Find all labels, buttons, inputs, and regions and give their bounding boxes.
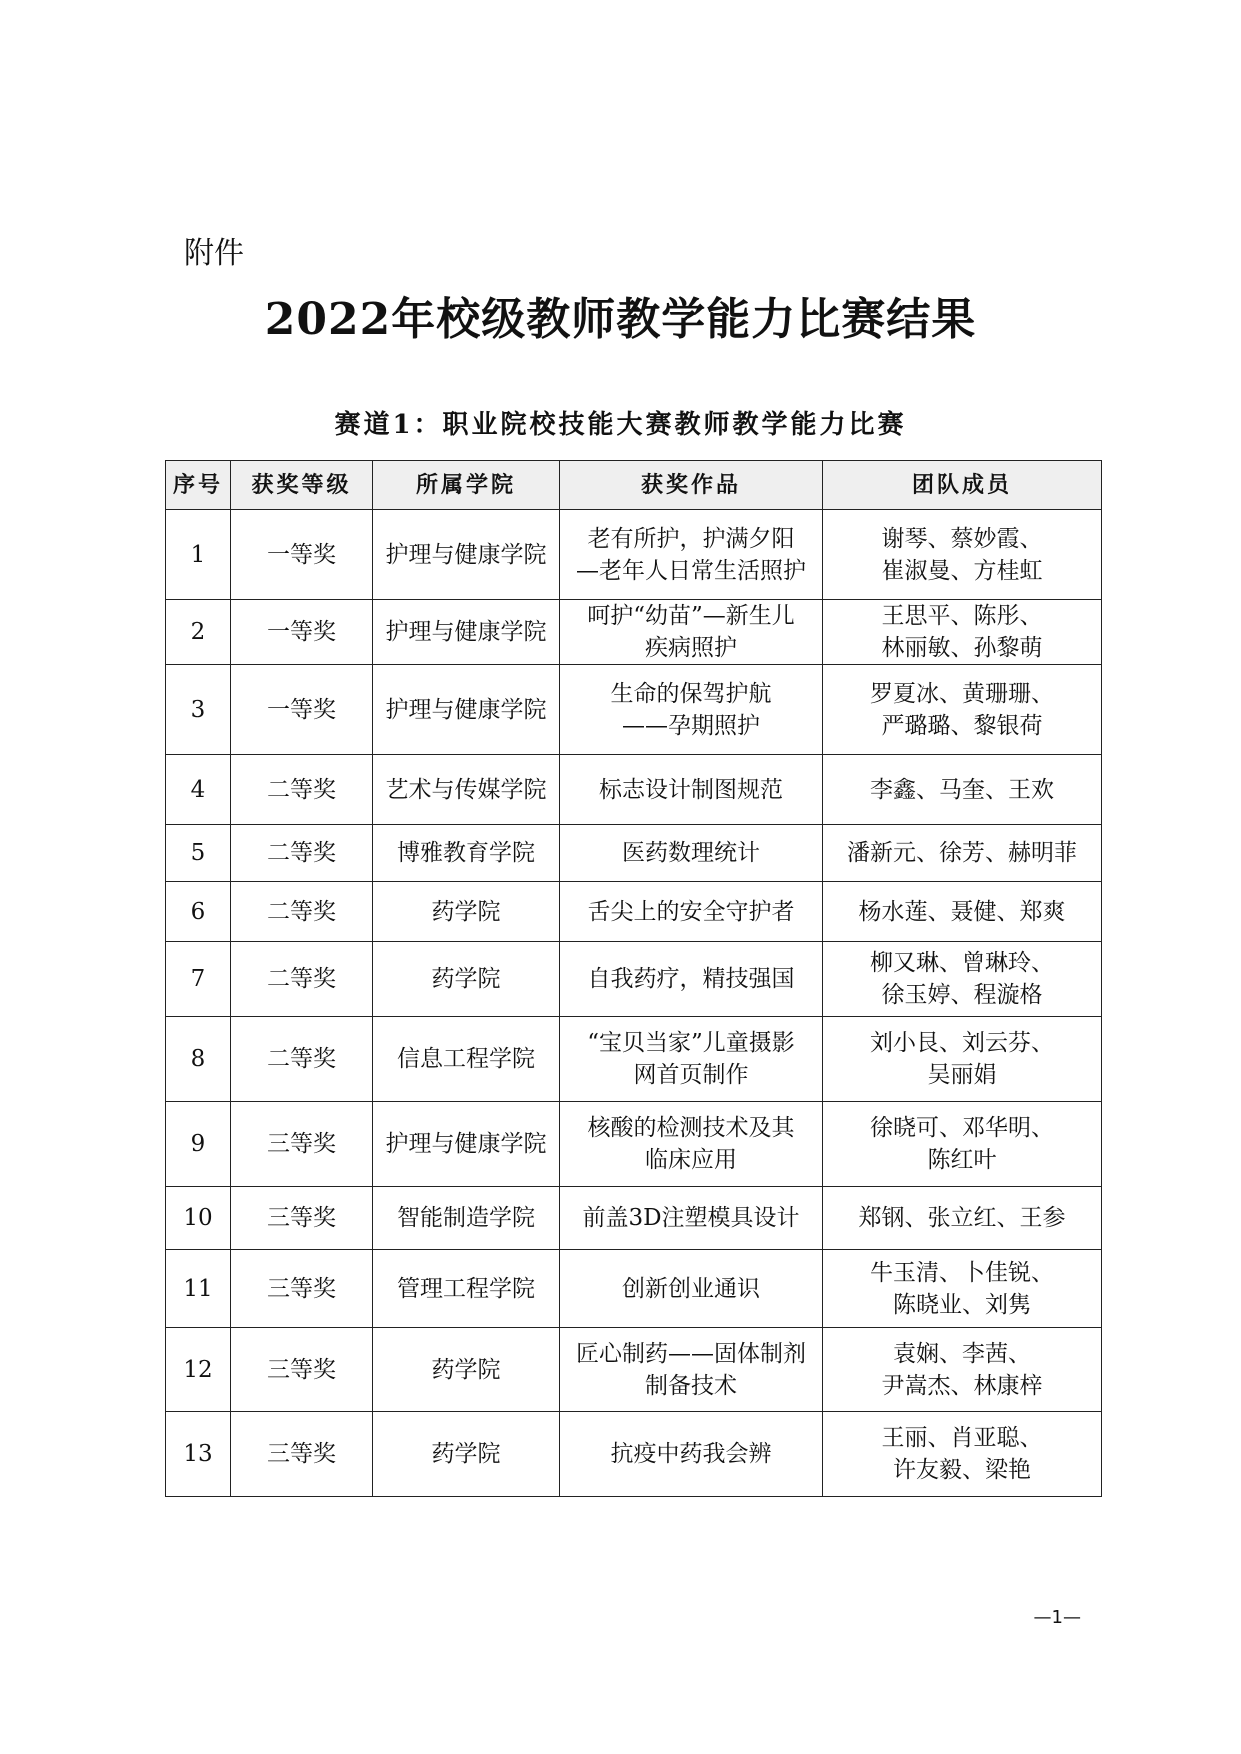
cell-award-level: 二等奖 xyxy=(231,1017,373,1102)
cell-number: 1 xyxy=(166,510,231,600)
cell-number: 9 xyxy=(166,1102,231,1187)
cell-number: 2 xyxy=(166,600,231,665)
work-line: “宝贝当家”儿童摄影 xyxy=(587,1030,795,1056)
table-row xyxy=(166,1412,1102,1497)
cell-number: 6 xyxy=(166,882,231,942)
cell-members xyxy=(823,1017,1102,1102)
cell-award-level: 二等奖 xyxy=(231,882,373,942)
cell-work xyxy=(560,1328,823,1412)
member-line: 崔淑曼、方桂虹 xyxy=(881,557,1043,584)
member-line: 李鑫、马奎、王欢 xyxy=(870,776,1054,803)
cell-number: 7 xyxy=(166,942,231,1017)
work-line: 前盖3D注塑模具设计 xyxy=(582,1205,800,1231)
work-line: 抗疫中药我会辨 xyxy=(610,1441,772,1467)
work-line: ——孕期照护 xyxy=(622,712,760,739)
member-line: 谢琴、蔡妙霞、 xyxy=(881,525,1043,552)
cell-work xyxy=(560,600,823,665)
cell-award-level: 三等奖 xyxy=(231,1102,373,1187)
member-line: 郑钢、张立红、王参 xyxy=(858,1205,1066,1231)
cell-award-level: 三等奖 xyxy=(231,1250,373,1328)
cell-number: 12 xyxy=(166,1328,231,1412)
cell-members xyxy=(823,942,1102,1017)
cell-college: 护理与健康学院 xyxy=(373,510,560,600)
column-header-members: 团队成员 xyxy=(823,461,1102,510)
column-header-college: 所属学院 xyxy=(373,461,560,510)
cell-college: 管理工程学院 xyxy=(373,1250,560,1328)
cell-award-level: 二等奖 xyxy=(231,755,373,825)
cell-work xyxy=(560,755,823,825)
cell-number: 11 xyxy=(166,1250,231,1328)
cell-college: 药学院 xyxy=(373,1412,560,1497)
cell-work xyxy=(560,665,823,755)
cell-college: 药学院 xyxy=(373,1328,560,1412)
cell-college: 智能制造学院 xyxy=(373,1187,560,1250)
member-line: 陈红叶 xyxy=(927,1147,997,1173)
member-line: 王思平、陈彤、 xyxy=(881,603,1043,629)
table-row xyxy=(166,882,1102,942)
table-row xyxy=(166,1328,1102,1412)
cell-members xyxy=(823,1328,1102,1412)
member-line: 许友毅、梁艳 xyxy=(893,1457,1031,1483)
cell-college: 护理与健康学院 xyxy=(373,1102,560,1187)
work-line: 舌尖上的安全守护者 xyxy=(587,898,795,925)
cell-college: 艺术与传媒学院 xyxy=(373,755,560,825)
member-line: 严璐璐、黎银荷 xyxy=(881,712,1043,739)
table-row xyxy=(166,942,1102,1017)
member-line: 刘小艮、刘云芬、 xyxy=(870,1030,1054,1056)
cell-number: 10 xyxy=(166,1187,231,1250)
cell-number: 13 xyxy=(166,1412,231,1497)
cell-members xyxy=(823,755,1102,825)
member-line: 牛玉清、卜佳锐、 xyxy=(870,1259,1054,1286)
cell-college: 博雅教育学院 xyxy=(373,825,560,882)
member-line: 林丽敏、孙黎萌 xyxy=(881,635,1043,661)
table-row xyxy=(166,1017,1102,1102)
member-line: 吴丽娟 xyxy=(927,1062,997,1088)
work-line: —老年人日常生活照护 xyxy=(576,557,806,584)
cell-work xyxy=(560,882,823,942)
work-line: 生命的保驾护航 xyxy=(610,680,772,707)
member-line: 王丽、肖亚聪、 xyxy=(881,1425,1043,1451)
member-line: 罗夏冰、黄珊珊、 xyxy=(870,680,1054,707)
cell-award-level: 一等奖 xyxy=(231,600,373,665)
page-number: —1— xyxy=(1033,1607,1081,1628)
cell-work xyxy=(560,942,823,1017)
cell-award-level: 三等奖 xyxy=(231,1187,373,1250)
cell-members xyxy=(823,510,1102,600)
column-header-work: 获奖作品 xyxy=(560,461,823,510)
cell-award-level: 二等奖 xyxy=(231,825,373,882)
member-line: 徐玉婷、程漩格 xyxy=(881,982,1043,1008)
cell-work xyxy=(560,825,823,882)
table-row xyxy=(166,1187,1102,1250)
work-line: 创新创业通识 xyxy=(622,1275,760,1302)
cell-number: 5 xyxy=(166,825,231,882)
cell-members xyxy=(823,1187,1102,1250)
results-table xyxy=(165,460,1102,1497)
work-line: 网首页制作 xyxy=(633,1062,749,1088)
cell-award-level: 三等奖 xyxy=(231,1328,373,1412)
cell-members xyxy=(823,600,1102,665)
member-line: 柳又琳、曾琳玲、 xyxy=(870,950,1054,976)
cell-members xyxy=(823,1102,1102,1187)
cell-award-level: 二等奖 xyxy=(231,942,373,1017)
table-row xyxy=(166,665,1102,755)
work-line: 疾病照护 xyxy=(645,635,737,661)
work-line: 制备技术 xyxy=(645,1372,737,1399)
work-line: 老有所护，护满夕阳 xyxy=(587,525,795,552)
table-row xyxy=(166,1102,1102,1187)
column-header-number: 序号 xyxy=(166,461,231,510)
cell-college: 药学院 xyxy=(373,942,560,1017)
cell-work xyxy=(560,1250,823,1328)
table-row xyxy=(166,1250,1102,1328)
work-line: 匠心制药——固体制剂 xyxy=(576,1340,806,1367)
cell-award-level: 三等奖 xyxy=(231,1412,373,1497)
cell-members xyxy=(823,825,1102,882)
work-line: 临床应用 xyxy=(645,1147,737,1173)
cell-number: 4 xyxy=(166,755,231,825)
work-line: 标志设计制图规范 xyxy=(599,776,783,803)
cell-college: 护理与健康学院 xyxy=(373,665,560,755)
attachment-label: 附件 xyxy=(184,236,244,271)
work-line: 呵护“幼苗”—新生儿 xyxy=(587,603,795,629)
cell-college: 护理与健康学院 xyxy=(373,600,560,665)
cell-members xyxy=(823,1250,1102,1328)
member-line: 袁娴、李茜、 xyxy=(893,1340,1031,1367)
cell-college: 信息工程学院 xyxy=(373,1017,560,1102)
table-row xyxy=(166,755,1102,825)
document-title: 2022年校级教师教学能力比赛结果 xyxy=(264,294,977,345)
cell-award-level: 一等奖 xyxy=(231,665,373,755)
cell-members xyxy=(823,665,1102,755)
cell-work xyxy=(560,1187,823,1250)
column-header-award-level: 获奖等级 xyxy=(231,461,373,510)
member-line: 徐晓可、邓华明、 xyxy=(870,1115,1054,1141)
member-line: 潘新元、徐芳、赫明菲 xyxy=(847,840,1077,866)
table-header-row xyxy=(166,461,1102,510)
work-line: 自我药疗，精技强国 xyxy=(587,966,795,992)
work-line: 医药数理统计 xyxy=(622,840,760,866)
member-line: 尹嵩杰、林康梓 xyxy=(881,1372,1043,1399)
cell-college: 药学院 xyxy=(373,882,560,942)
cell-members xyxy=(823,882,1102,942)
work-line: 核酸的检测技术及其 xyxy=(587,1115,795,1141)
cell-number: 3 xyxy=(166,665,231,755)
cell-work xyxy=(560,1412,823,1497)
table-row xyxy=(166,825,1102,882)
cell-work xyxy=(560,1017,823,1102)
cell-work xyxy=(560,510,823,600)
member-line: 陈晓业、刘隽 xyxy=(893,1291,1031,1318)
member-line: 杨水莲、聂健、郑爽 xyxy=(858,898,1066,925)
cell-members xyxy=(823,1412,1102,1497)
cell-work xyxy=(560,1102,823,1187)
table-row xyxy=(166,600,1102,665)
track-title: 赛道1：职业院校技能大赛教师教学能力比赛 xyxy=(334,410,907,440)
table-row xyxy=(166,510,1102,600)
cell-number: 8 xyxy=(166,1017,231,1102)
cell-award-level: 一等奖 xyxy=(231,510,373,600)
